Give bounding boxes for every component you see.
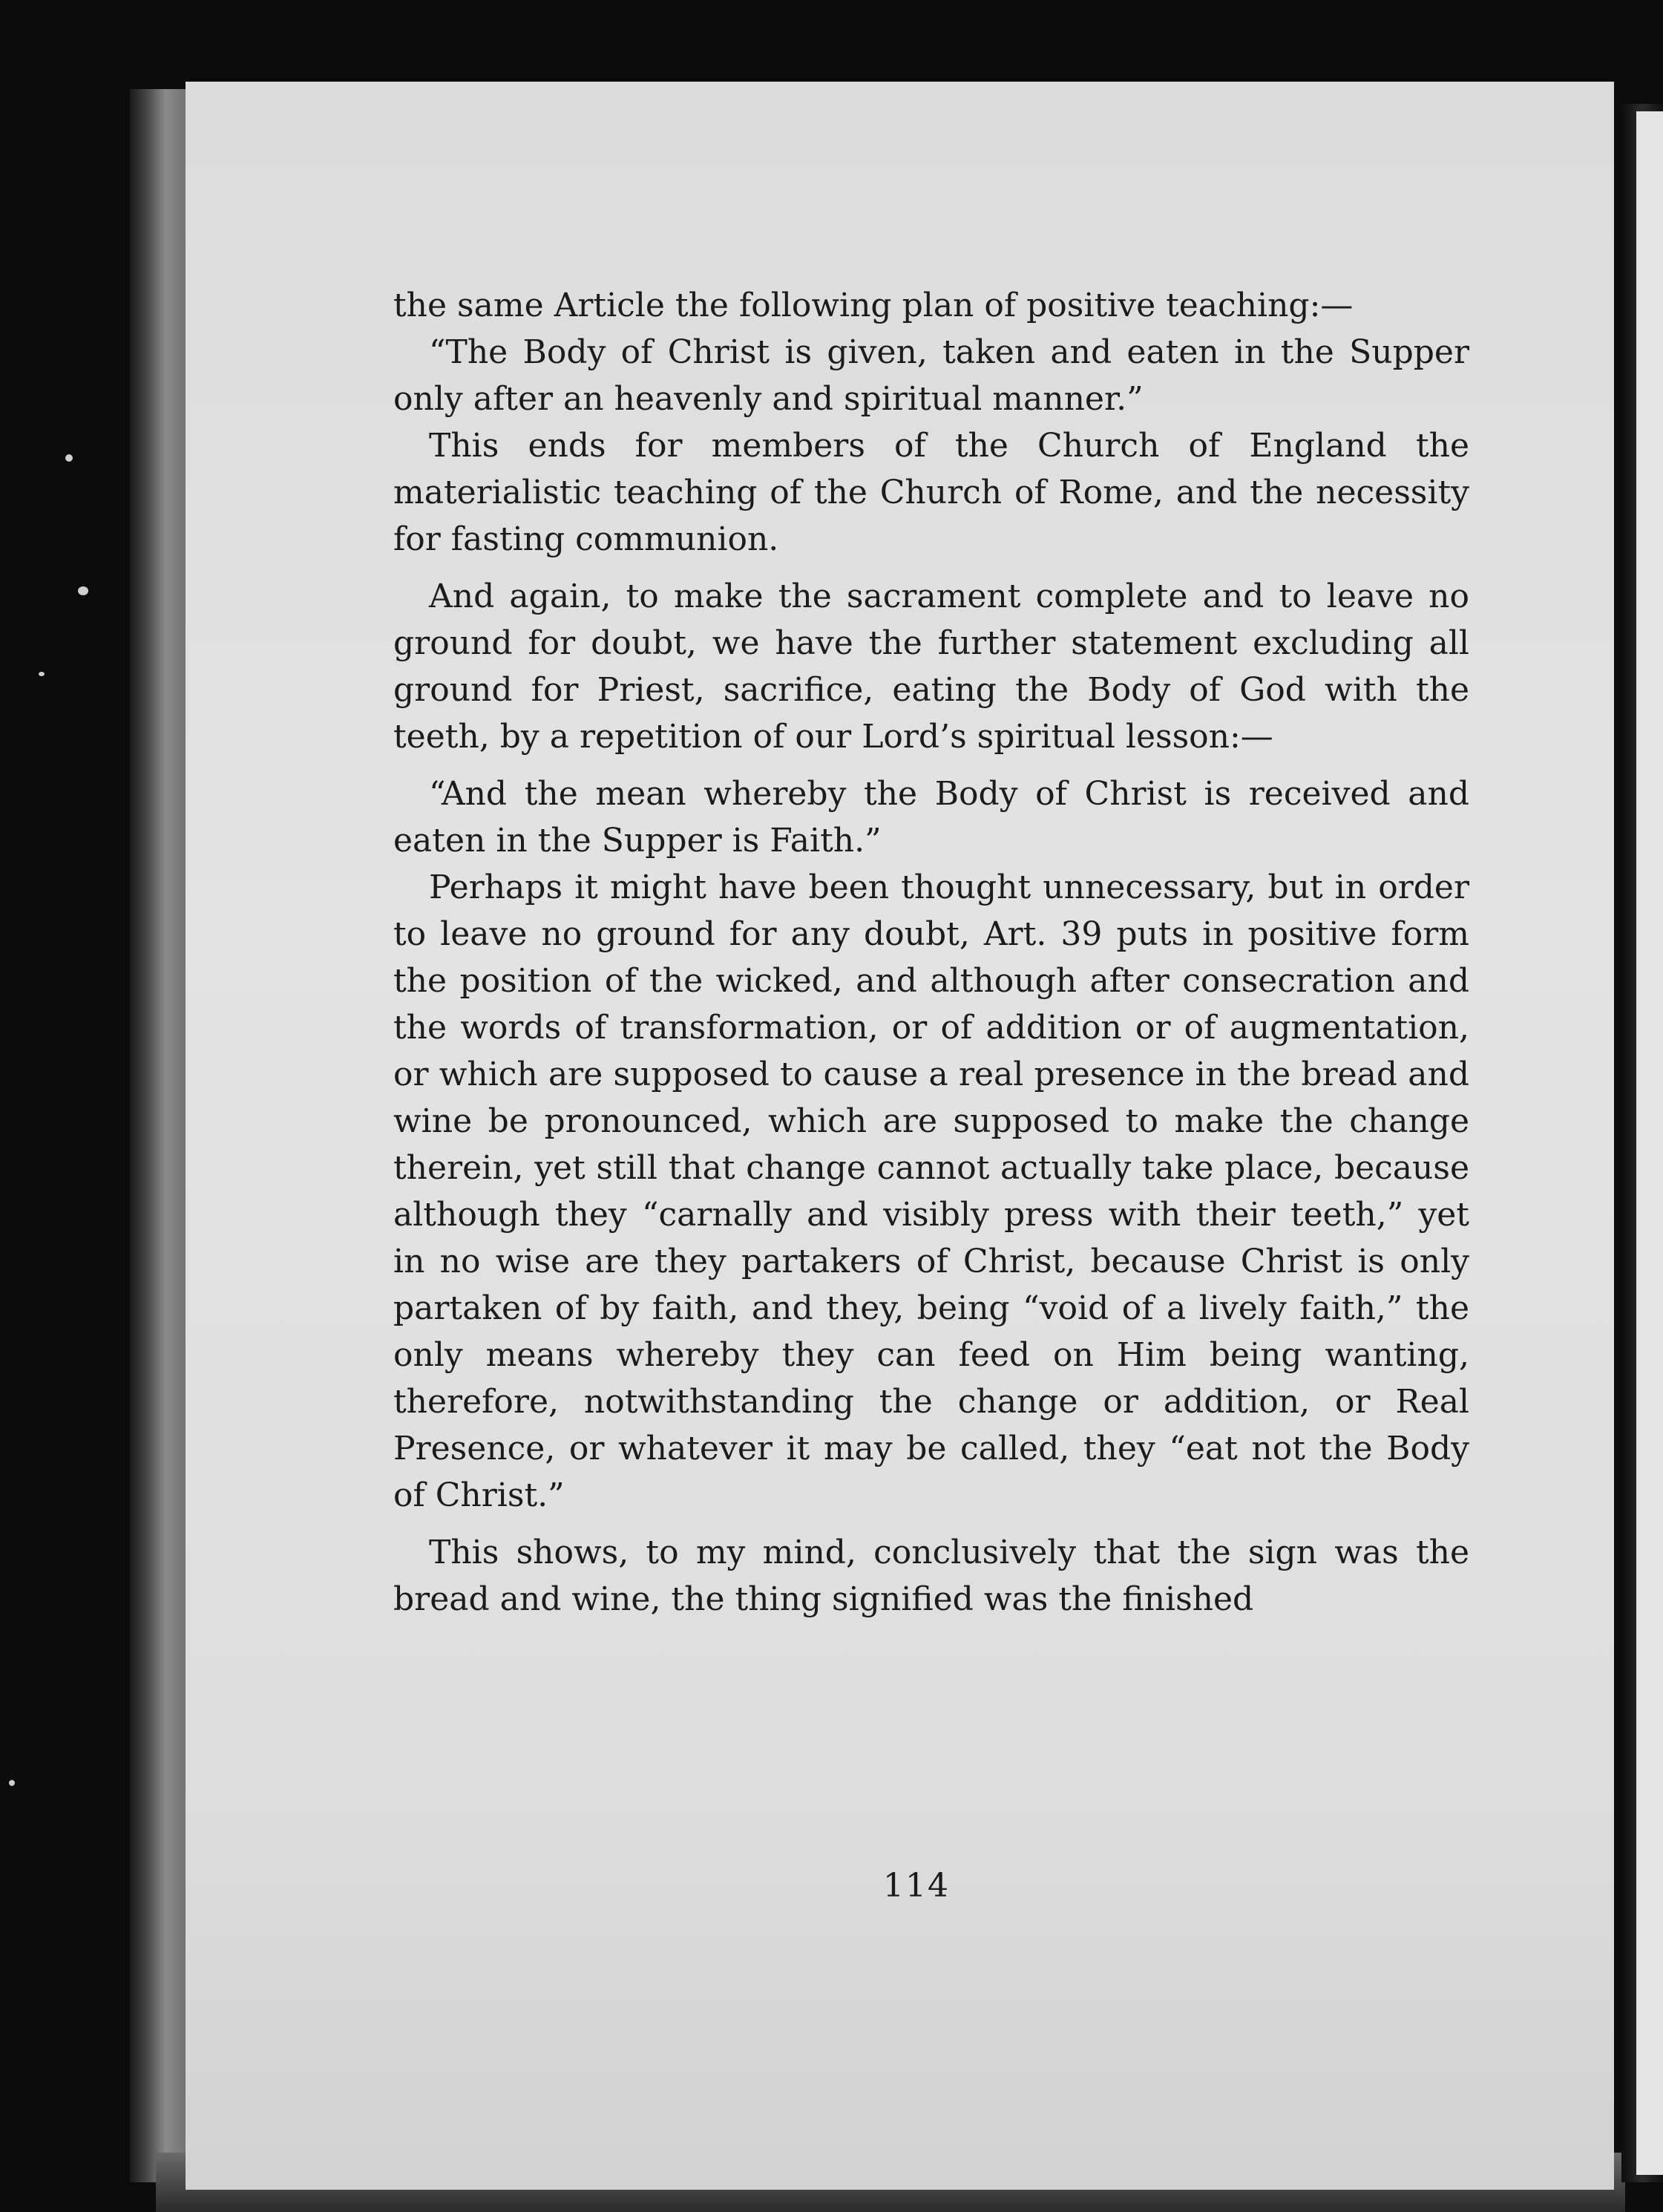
paragraph: Perhaps it might have been thought unnecessary, but in order to leave no ground for any doubt, Art. 39 puts in positive form the position of the wicked, and although after consecration and the words of transformation, or of addition or of augmentation, or which are supposed to cause a real presence in the bread and wine be pronounced, which are supposed to make the change therein, yet still that change cannot actually take place, because although they “carnally and visibly press with their teeth,” yet in no wise are they partakers of Christ, because Christ is only partaken of by faith, and they, being “void of a lively faith,” the only means whereby they can feed on Him being wanting, therefore, notwithstanding the change or addition, or Real Presence, or whatever it may be called, they “eat not the Body of Christ.” [393,868,1469,1514]
body-text [393,282,1469,1623]
paragraph: This ends for members of the Church of England the materialistic teaching of the Church of Rome, and the necessity for fasting communion. [393,427,1469,558]
paragraph: This shows, to my mind, conclusively that the sign was the bread and wine, the thing signified was the finished [393,1534,1469,1618]
page-stack-edge-left [130,89,189,2182]
quotation-paragraph: “And the mean whereby the Body of Christ is received and eaten in the Supper is Faith.” [393,775,1469,860]
paragraph: And again, to make the sacrament complete and to leave no ground for doubt, we have the further statement excluding all ground for Priest, sacrifice, eating the Body of God with the teeth, by a repetition of our Lord’s spiritual lesson:— [393,577,1469,756]
scan-speck [65,454,73,462]
facing-page-edge [1636,111,1663,2175]
page-number: 114 [883,1867,950,1905]
scan-speck [78,586,88,595]
scan-speck [9,1780,15,1786]
paragraph: the same Article the following plan of positive teaching:— [393,287,1354,324]
quotation-paragraph: “The Body of Christ is given, taken and eaten in the Supper only after an heavenly and spiritual manner.” [393,333,1469,418]
scan-speck [39,672,45,676]
